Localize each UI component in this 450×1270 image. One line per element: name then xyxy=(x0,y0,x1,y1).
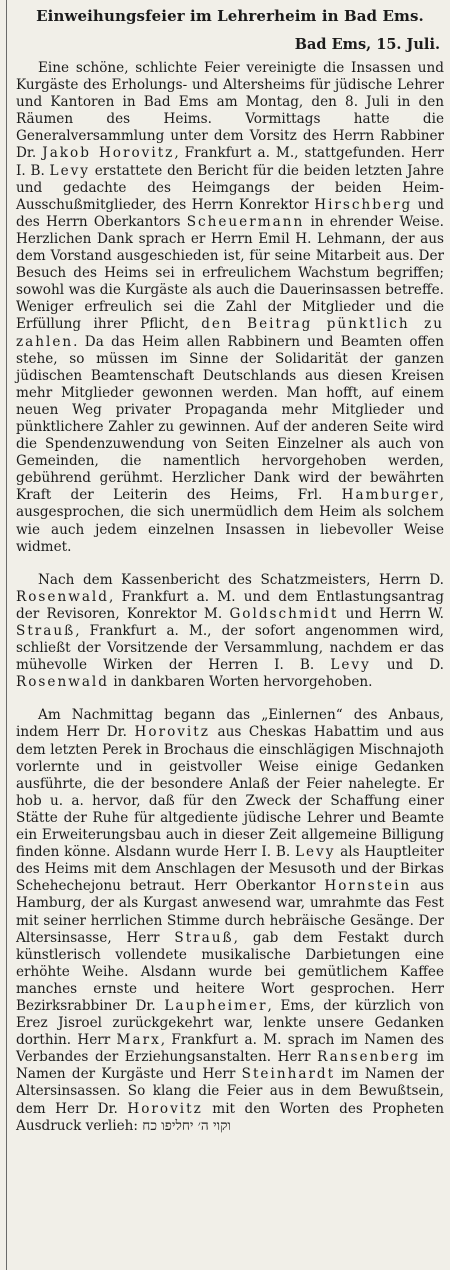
spaced-name: Steinhardt xyxy=(241,1066,336,1083)
text-run: als Hauptleiter des Heims mit dem Anschlagen der Mesusoth und der Birkas Schehechejonu betraut. Herr Oberkantor xyxy=(16,844,444,895)
text-run: mit den Worten des Propheten Ausdruck verlieh: xyxy=(16,1100,444,1134)
text-run: , gab dem Festakt durch künstlerisch vollendete musikalische Darbietungen eine erhöhte Weihe. Alsdann wurde bei gemütlichem Kaffee manches ernste und heitere Wort gesprochen. Herr Bezirksrabbiner Dr. xyxy=(16,929,444,1014)
spaced-name: den Beitrag pünktlich zu zahlen xyxy=(16,316,444,350)
spaced-name: Hamburger xyxy=(341,487,440,504)
text-run: und D. xyxy=(370,657,444,674)
text-run: im Namen der Altersinsassen. So klang die Feier aus in dem Bewußtsein, dem Herr Dr. xyxy=(16,1066,445,1117)
spaced-name: Hornstein xyxy=(324,878,412,895)
text-run: in ehrender Weise. Herzlichen Dank sprach er Herrn Emil H. Lehmann, der aus dem Vorstand ausgeschieden ist, für seine Mitarbeit aus. Der Besuch des Heims sei in erfreulichem Wachstum begriffen; sowohl was die Kurgäste als auch die Dauerinsassen betreffe. Weniger erfreulich sei die Zahl der Mitglieder und die Erfüllung ihrer Pflicht, xyxy=(16,213,444,333)
spaced-name: Rosenwald xyxy=(16,588,109,605)
spaced-name: Horovitz xyxy=(134,724,210,741)
text-run: , Frankfurt a. M., der sofort angenommen wird, schließt der Vorsitzende der Versammlung, nachdem er das mühevolle Wirken der Herren I. B. xyxy=(16,623,444,674)
text-run: und Herrn W. xyxy=(338,605,444,622)
paragraph-1 xyxy=(16,60,444,556)
spaced-name: Ransenberg xyxy=(317,1049,421,1066)
spaced-name: Rosenwald xyxy=(16,674,109,691)
text-run: , Frankfurt a. M., stattgefunden. Herr I. B. xyxy=(16,145,444,179)
article-headline: Einweihungsfeier im Lehrerheim in Bad Ems. xyxy=(36,7,424,25)
text-run: aus Hamburg, der als Kurgast anwesend war, umrahmte das Fest mit seiner herrlichen Stimme durch hebräische Gesänge. Der Altersinsasse, Herr xyxy=(16,878,444,946)
text-run: Nach dem Kassenbericht des Schatzmeisters, Herrn D. xyxy=(38,571,444,588)
column-rule xyxy=(6,0,7,1270)
paragraph-2 xyxy=(16,572,444,692)
spaced-name: Laupheimer xyxy=(164,997,268,1014)
spaced-name: Horovitz xyxy=(127,1100,203,1117)
text-run: Eine schöne, schlichte Feier vereinigte die Insassen und Kurgäste des Erholungs- und Altersheims für jüdische Lehrer und Kantoren in Bad Ems am Montag, den 8. Juli in den Räumen des Heims. Vormittags hatte die Generalversammlung unter dem Vorsitz des Herrn Rabbiner Dr. xyxy=(16,60,444,162)
paragraph-3 xyxy=(16,707,444,1134)
hebrew-quote: וקוי ה׳ יחליפו כח xyxy=(142,1117,231,1134)
text-run: im Namen der Kurgäste und Herr xyxy=(16,1049,445,1083)
text-run: erstattete den Bericht für die beiden letzten Jahre und gedachte des Heimgangs der beiden Heim-Ausschußmitglieder, des Herrn Konrektor xyxy=(16,162,444,213)
spaced-name: Strauß xyxy=(16,623,76,639)
spaced-name: Jakob Horovitz xyxy=(42,145,175,162)
newspaper-column xyxy=(16,6,444,1135)
text-run: , Ems, der kürzlich von Erez Jisroel zurückgekehrt war, lenkte unsere Gedanken dorthin. Herr xyxy=(16,997,444,1049)
spaced-name: Hirschberg xyxy=(314,196,413,213)
text-run: , Frankfurt a. M. und dem Entlastungsantrag der Revisoren, Konrektor M. xyxy=(16,588,444,622)
paragraph-gap xyxy=(16,691,444,707)
text-run: Am Nachmittag begann das „Einlernen“ des Anbaus, indem Herr Dr. xyxy=(16,707,444,741)
text-run: aus Cheskas Habattim und aus dem letzten Perek in Brochaus die einschlägigen Mischnajoth vorlernte und in geistvoller Weise einige Gedanken ausführte, die der besondere Anlaß der Feier nahelegte. Er hob u. a. hervor, daß für den Zweck der Schaffung einer Stätte der Ruhe für altgediente jüdische Lehrer und Beamte ein Erweiterungsbau auch in dieser Zeit allgemeine Billigung finden könne. Alsdann wurde Herr I. B. xyxy=(16,724,444,861)
paragraph-gap xyxy=(16,556,444,572)
text-run: in dankbaren Worten hervorgehoben. xyxy=(109,674,373,691)
text-run: . Da das Heim allen Rabbinern und Beamten offen stehe, so müssen im Sinne der Solidarität der ganzen jüdischen Beamtenschaft Deutschlands aus diesen Kreisen mehr Mitglieder gewonnen werden. Man hofft, auf einem neuen Weg privater Propaganda mehr Mitglieder und pünktlichere Zahler zu gewinnen. Auf der anderen Seite wird die Spendenzuwendung von Seiten Einzelner als auch von Gemeinden, die namentlich hervorgehoben werden, gebührend gerühmt. Herzlicher Dank wird der bewährten Kraft der Leiterin des Heims, Frl. xyxy=(16,333,444,504)
spaced-name: Strauß xyxy=(174,929,234,946)
article-dateline: Bad Ems, 15. Juli. xyxy=(294,36,440,53)
text-run: , ausgesprochen, die sich unermüdlich dem Heim als solchem wie auch jedem einzelnen Insassen in liebevoller Weise widmet. xyxy=(16,487,444,555)
spaced-name: Goldschmidt xyxy=(229,605,339,622)
spaced-name: Levy xyxy=(330,657,371,674)
text-run: und des Herrn Oberkantors xyxy=(16,196,444,230)
spaced-name: Levy xyxy=(49,162,90,179)
spaced-name: Scheuermann xyxy=(186,213,305,230)
spaced-name: Levy xyxy=(294,844,336,861)
spaced-name: Marx xyxy=(116,1032,161,1049)
text-run: , Frankfurt a. M. sprach im Namen des Verbandes der Erziehungsanstalten. Herr xyxy=(16,1032,444,1066)
